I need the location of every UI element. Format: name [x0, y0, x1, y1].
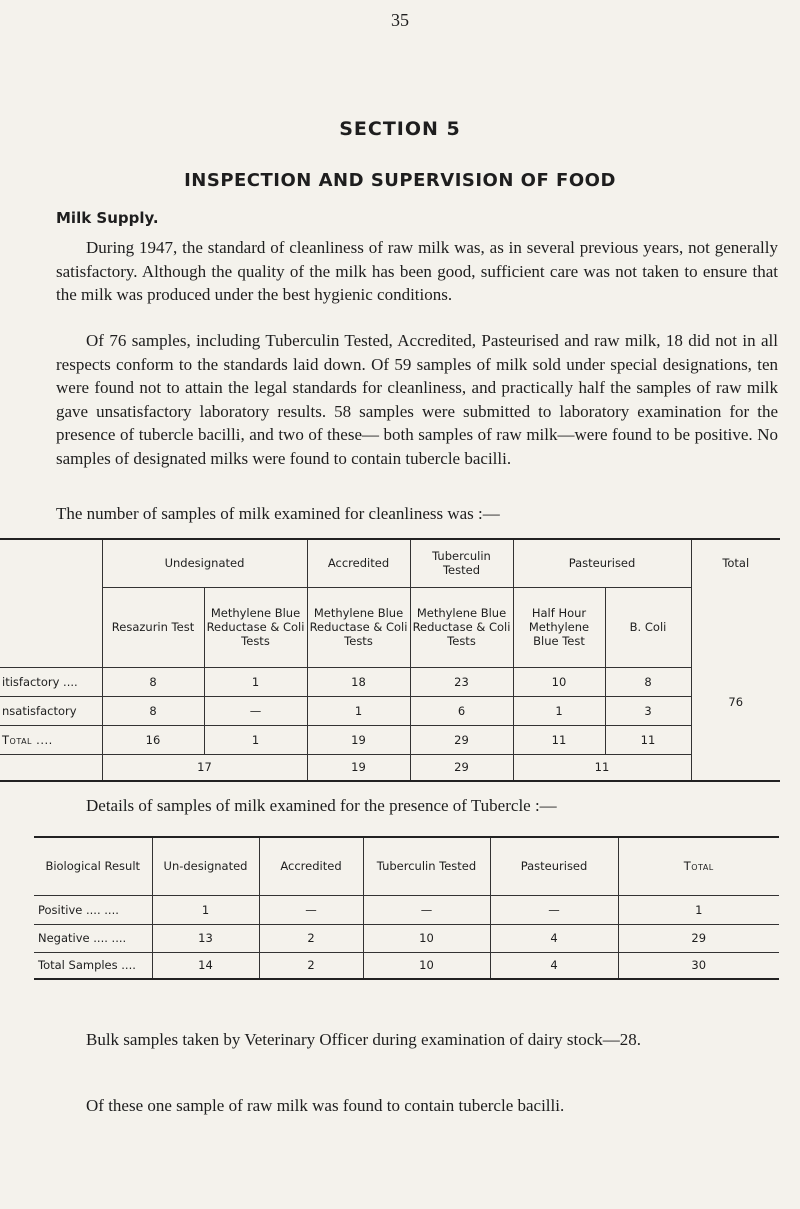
table-row-total — [0, 725, 780, 754]
cell: 4 — [490, 952, 618, 979]
cell: 11 — [605, 725, 691, 754]
cell: — — [259, 895, 363, 924]
header-pasteurised: Pasteurised — [513, 539, 691, 587]
tubercle-table — [34, 836, 779, 980]
table-row-positive — [34, 895, 779, 924]
test-methylene-blue-accredited: Methylene Blue Reductase & Coli Tests — [307, 587, 410, 667]
cell: 1 — [307, 696, 410, 725]
cell: 10 — [363, 924, 490, 952]
cell: 1 — [204, 725, 307, 754]
test-b-coli: B. Coli — [605, 587, 691, 667]
cell: 4 — [490, 924, 618, 952]
test-half-hour-methylene-blue: Half Hour Methylene Blue Test — [513, 587, 605, 667]
table-row-unsatisfactory — [0, 696, 780, 725]
section-title: SECTION 5 — [339, 118, 461, 140]
cell: 1 — [152, 895, 259, 924]
header-total — [691, 539, 780, 781]
header-undesignated: Un-designated — [152, 837, 259, 895]
page-number: 35 — [391, 10, 409, 30]
cell: 16 — [102, 725, 204, 754]
cell: 18 — [307, 667, 410, 696]
header-undesignated: Undesignated — [102, 539, 307, 587]
table2-intro: Details of samples of milk examined for the presence of Tubercle :— — [86, 796, 557, 815]
cell: 2 — [259, 952, 363, 979]
group-total-accredited: 19 — [307, 754, 410, 781]
row-label: Total .... — [0, 725, 102, 754]
cell: 29 — [618, 924, 779, 952]
cell: 8 — [605, 667, 691, 696]
cell: 14 — [152, 952, 259, 979]
cell: 23 — [410, 667, 513, 696]
section-subtitle: INSPECTION AND SUPERVISION OF FOOD — [184, 170, 616, 191]
table1-blank-cell — [0, 587, 102, 667]
cell: 10 — [513, 667, 605, 696]
header-total: Total — [618, 837, 779, 895]
group-total-undesignated: 17 — [102, 754, 307, 781]
cell: 13 — [152, 924, 259, 952]
footer-paragraph-2: Of these one sample of raw milk was found to contain tubercle bacilli. — [86, 1096, 565, 1115]
cell: 11 — [513, 725, 605, 754]
cell: 30 — [618, 952, 779, 979]
cell: — — [490, 895, 618, 924]
row-label: Positive .... .... — [34, 895, 152, 924]
header-total-label: Total — [722, 556, 750, 570]
cell: 8 — [102, 667, 204, 696]
row-label: nsatisfactory — [0, 696, 102, 725]
cell: — — [204, 696, 307, 725]
paragraph-2: Of 76 samples, including Tuberculin Tested, Accredited, Pasteurised and raw milk, 18 did not in all respects conform to the standards laid down. Of 59 samples of milk sold under special designations, ten were found not to attain the legal standards for cleanliness, and practically half the samples of raw milk gave unsatisfactory laboratory results. 58 samples were submitted to laboratory examination for the presence of tubercle bacilli, and two of these— both samples of raw milk—were found to be positive. No samples of designated milks were found to contain tubercle bacilli. — [56, 331, 778, 468]
table1-corner-cell — [0, 539, 102, 587]
header-biological-result: Biological Result — [34, 837, 152, 895]
header-accredited: Accredited — [307, 539, 410, 587]
cell: 3 — [605, 696, 691, 725]
test-methylene-blue-tuberculin: Methylene Blue Reductase & Coli Tests — [410, 587, 513, 667]
paragraph-1: During 1947, the standard of cleanliness of raw milk was, as in several previous years, not generally satisfactory. Although the quality of the milk has been good, sufficient care was not taken to ensure that the milk was produced under the best hygienic conditions. — [56, 238, 778, 305]
cleanliness-table — [0, 538, 780, 782]
cell: 1 — [618, 895, 779, 924]
table1-group-header-row — [0, 539, 780, 587]
table2-header-row — [34, 837, 779, 895]
header-tuberculin-tested: Tuberculin Tested — [363, 837, 490, 895]
test-resazurin: Resazurin Test — [102, 587, 204, 667]
test-methylene-blue-undesignated: Methylene Blue Reductase & Coli Tests — [204, 587, 307, 667]
row-label: Total Samples .... — [34, 952, 152, 979]
cell: 1 — [204, 667, 307, 696]
header-pasteurised: Pasteurised — [490, 837, 618, 895]
cell: 10 — [363, 952, 490, 979]
cell: — — [363, 895, 490, 924]
cell: 2 — [259, 924, 363, 952]
footer-paragraph-1: Bulk samples taken by Veterinary Officer during examination of dairy stock—28. — [86, 1030, 642, 1049]
table-row-total-samples — [34, 952, 779, 979]
cell: 6 — [410, 696, 513, 725]
group-total-pasteurised: 11 — [513, 754, 691, 781]
table-row-group-totals — [0, 754, 780, 781]
row-label: itisfactory .... — [0, 667, 102, 696]
table1-intro: The number of samples of milk examined for cleanliness was :— — [56, 504, 500, 523]
milk-supply-heading: Milk Supply. — [56, 209, 159, 227]
header-tuberculin-tested: Tuberculin Tested — [410, 539, 513, 587]
group-totals-blank — [0, 754, 102, 781]
cell: 19 — [307, 725, 410, 754]
table1-test-header-row — [0, 587, 780, 667]
cell: 29 — [410, 725, 513, 754]
grand-total: 76 — [728, 695, 744, 709]
group-total-tuberculin: 29 — [410, 754, 513, 781]
row-label: Negative .... .... — [34, 924, 152, 952]
cell: 8 — [102, 696, 204, 725]
cell: 1 — [513, 696, 605, 725]
table-row-satisfactory — [0, 667, 780, 696]
table-row-negative — [34, 924, 779, 952]
header-accredited: Accredited — [259, 837, 363, 895]
